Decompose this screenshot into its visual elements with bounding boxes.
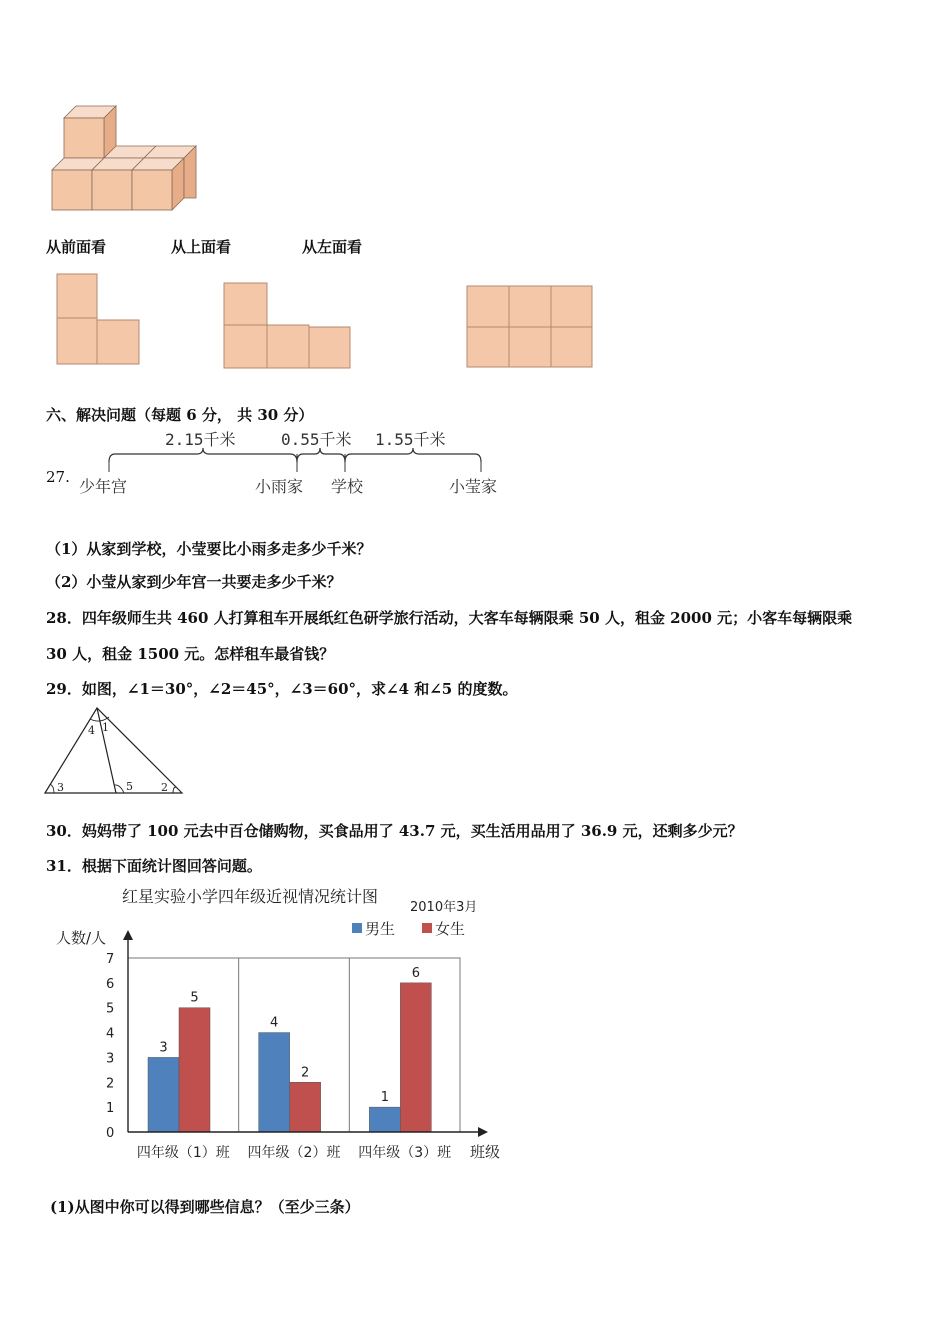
- place-xuexiao: 学校: [331, 477, 364, 496]
- chart-ylabel: 人数/人: [56, 929, 107, 947]
- bar-男生-2: [259, 1033, 290, 1132]
- legend-swatch-女生: [422, 923, 432, 933]
- data-label: 3: [159, 1040, 168, 1056]
- segment-label-2: 0.55千米: [281, 430, 352, 449]
- y-tick-label: 1: [106, 1101, 115, 1117]
- data-label: 4: [270, 1015, 279, 1031]
- view-label-left: 从左面看: [302, 238, 363, 256]
- chart-date: 2010年3月: [410, 900, 478, 915]
- place-xiaoyingjia: 小莹家: [449, 477, 498, 496]
- section-heading: 六、解决问题（每题 6 分， 共 30 分）: [46, 406, 314, 424]
- question-31-text: 31．根据下面统计图回答问题。: [46, 857, 262, 875]
- angle-label-3: 3: [57, 781, 64, 794]
- segment-label-3: 1.55千米: [375, 430, 446, 449]
- angle-label-2: 2: [161, 781, 168, 794]
- chart-title: 红星实验小学四年级近视情况统计图: [122, 887, 379, 906]
- y-tick-label: 6: [106, 976, 115, 992]
- x-axis-arrow: [478, 1127, 488, 1137]
- angle-label-4: 4: [88, 724, 95, 737]
- data-label: 2: [301, 1065, 310, 1081]
- distance-diagram: [75, 426, 515, 506]
- x-category-label: 四年级（1）班: [136, 1145, 230, 1161]
- question-28-line2: 30 人，租金 1500 元。怎样租车最省钱？: [46, 645, 335, 663]
- view-label-front: 从前面看: [46, 238, 107, 256]
- y-tick-label: 3: [106, 1051, 115, 1067]
- cube-stack-figure: [48, 102, 208, 217]
- view-label-top: 从上面看: [171, 238, 232, 256]
- question-29-text: 29．如图，∠1＝30°，∠2＝45°，∠3＝60°，求∠4 和∠5 的度数。: [46, 680, 518, 698]
- question-27-number: 27.: [46, 468, 70, 486]
- legend-label: 男生: [365, 920, 396, 938]
- y-tick-label: 7: [106, 952, 115, 967]
- legend-label: 女生: [435, 920, 466, 938]
- y-axis-arrow: [123, 930, 133, 940]
- front-view-figure: [55, 272, 145, 368]
- question-30-text: 30．妈妈带了 100 元去中百仓储购物，买食品用了 43.7 元，买生活用品用了 36.9 元，还剩多少元？: [46, 822, 743, 840]
- chart-legend: [352, 920, 465, 938]
- question-31-sub1: (1)从图中你可以得到哪些信息？（至少三条）: [50, 1198, 360, 1216]
- bar-女生-3: [400, 983, 431, 1132]
- question-27-sub2: （2）小莹从家到少年宫一共要走多少千米？: [46, 573, 342, 591]
- angle-label-5: 5: [126, 780, 133, 793]
- x-category-label: 四年级（3）班: [358, 1145, 452, 1161]
- legend-swatch-男生: [352, 923, 362, 933]
- question-27-sub1: （1）从家到学校，小莹要比小雨多走多少千米？: [46, 540, 372, 558]
- bar-男生-1: [148, 1057, 179, 1132]
- bar-男生-3: [369, 1107, 400, 1132]
- data-label: 6: [411, 965, 420, 981]
- angle-label-1: 1: [102, 721, 109, 734]
- top-view-figure: [222, 281, 354, 371]
- chart-xlabel: 班级: [470, 1143, 501, 1161]
- bar-女生-2: [290, 1082, 321, 1132]
- place-shaoniangong: 少年宫: [79, 477, 128, 496]
- segment-label-1: 2.15千米: [165, 430, 236, 449]
- question-28-line1: 28．四年级师生共 460 人打算租车开展纸红色研学旅行活动，大客车每辆限乘 50 人，租金 2000 元；小客车每辆限乘: [46, 609, 853, 627]
- bar-女生-1: [179, 1008, 210, 1132]
- data-label: 5: [190, 990, 199, 1006]
- triangle-figure: [42, 704, 187, 798]
- y-tick-label: 0: [106, 1126, 115, 1141]
- y-tick-label: 5: [106, 1001, 115, 1017]
- myopia-bar-chart: [50, 880, 510, 1170]
- data-label: 1: [380, 1090, 389, 1106]
- place-xiaoyujia: 小雨家: [255, 477, 304, 496]
- y-tick-label: 2: [106, 1076, 115, 1092]
- left-view-figure: [465, 284, 595, 370]
- x-category-label: 四年级（2）班: [247, 1145, 341, 1161]
- y-tick-label: 4: [106, 1026, 115, 1042]
